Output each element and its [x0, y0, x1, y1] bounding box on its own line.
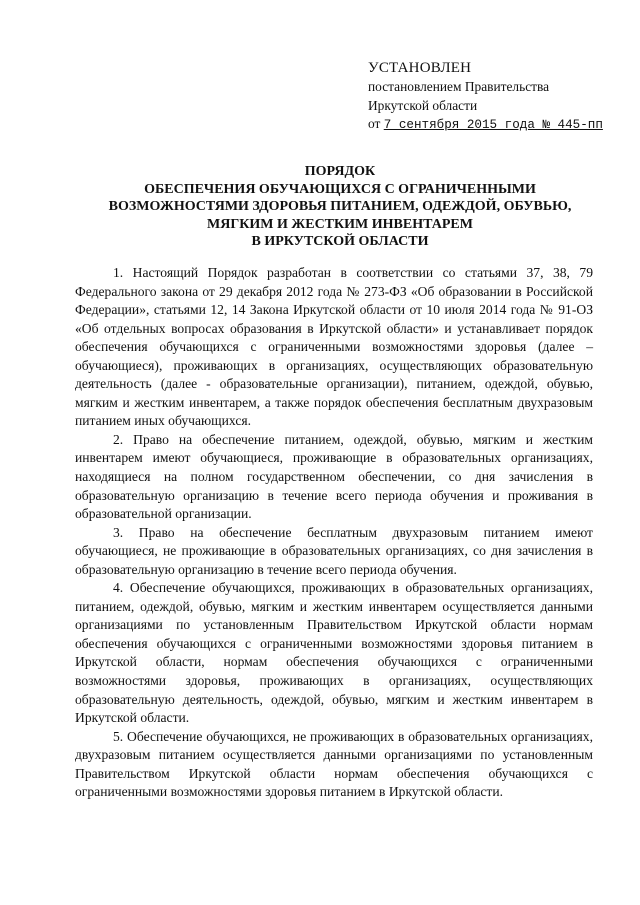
approval-date-prefix: от	[368, 116, 381, 132]
document-title	[60, 163, 620, 251]
title-line-4: МЯГКИМ И ЖЕСТКИМ ИНВЕНТАРЕМ	[207, 216, 473, 232]
approval-title: УСТАНОВЛЕН	[368, 60, 472, 76]
paragraph-4: 4. Обеспечение обучающихся, проживающих в образовательных организациях, питанием, одеждой, обувью, мягким и жестким инвентарем осуществляется данными организациями по установленным Правительством Иркутской области нормам обеспечения обучающихся с ограниченными возможностями здоровья питанием в Иркутской области, нормам обеспечения обучающихся с ограниченными возможностями здоровья, проживающих в организациях, осуществляющих образовательную деятельность, одеждой, обувью, мягким и жестким инвентарем в Иркутской области.	[75, 580, 593, 726]
title-line-1: ПОРЯДОК	[304, 164, 376, 179]
approval-date-line	[368, 115, 630, 135]
document-body	[75, 264, 593, 802]
paragraph-5: 5. Обеспечение обучающихся, не проживающих в образовательных организациях, двухразовым питанием осуществляется данными организациями по установленным Правительством Иркутской области нормам обеспечения обучающихся с ограниченными возможностями здоровья питанием в Иркутской области.	[75, 728, 593, 800]
paragraph-3: 3. Право на обеспечение бесплатным двухразовым питанием имеют обучающиеся, не проживающие в образовательных организациях, со дня зачисления в образовательную организацию в течение всего периода обучения.	[75, 524, 593, 577]
approval-line-2: Иркутской области	[368, 97, 478, 113]
paragraph-1: 1. Настоящий Порядок разработан в соответствии со статьями 37, 38, 79 Федерального закона от 29 декабря 2012 года № 273-ФЗ «Об образовании в Российской Федерации», статьями 12, 14 Закона Иркутской области от 10 июля 2014 года № 91-ОЗ «Об отдельных вопросах образования в Иркутской области» и устанавливает порядок обеспечения обучающихся с ограниченными возможностями здоровья (далее – обучающиеся), проживающих в организациях, осуществляющих образовательную деятельность (далее - образовательные организации), питанием, одеждой, обувью, мягким и жестким инвентарем, а также порядок обеспечения бесплатным двухразовым питанием иных обучающихся.	[75, 265, 593, 429]
title-line-3: ВОЗМОЖНОСТЯМИ ЗДОРОВЬЯ ПИТАНИЕМ, ОДЕЖДОЙ, ОБУВЬЮ,	[108, 199, 572, 214]
approval-line-1: постановлением Правительства	[368, 79, 550, 94]
title-line-2: ОБЕСПЕЧЕНИЯ ОБУЧАЮЩИХСЯ С ОГРАНИЧЕННЫМИ	[144, 181, 536, 197]
paragraph-2: 2. Право на обеспечение питанием, одеждой, обувью, мягким и жестким инвентарем имеют обучающиеся, проживающие в образовательных организациях, находящиеся на полном государственном обеспечении, со дня зачисления в образовательную организацию в течение всего периода обучения и проживания в образовательной организации.	[75, 431, 593, 522]
approval-stamp	[368, 58, 630, 135]
approval-date-value: 7 сентября 2015 года № 445-пп	[383, 118, 603, 133]
title-line-5: В ИРКУТСКОЙ ОБЛАСТИ	[251, 234, 429, 249]
